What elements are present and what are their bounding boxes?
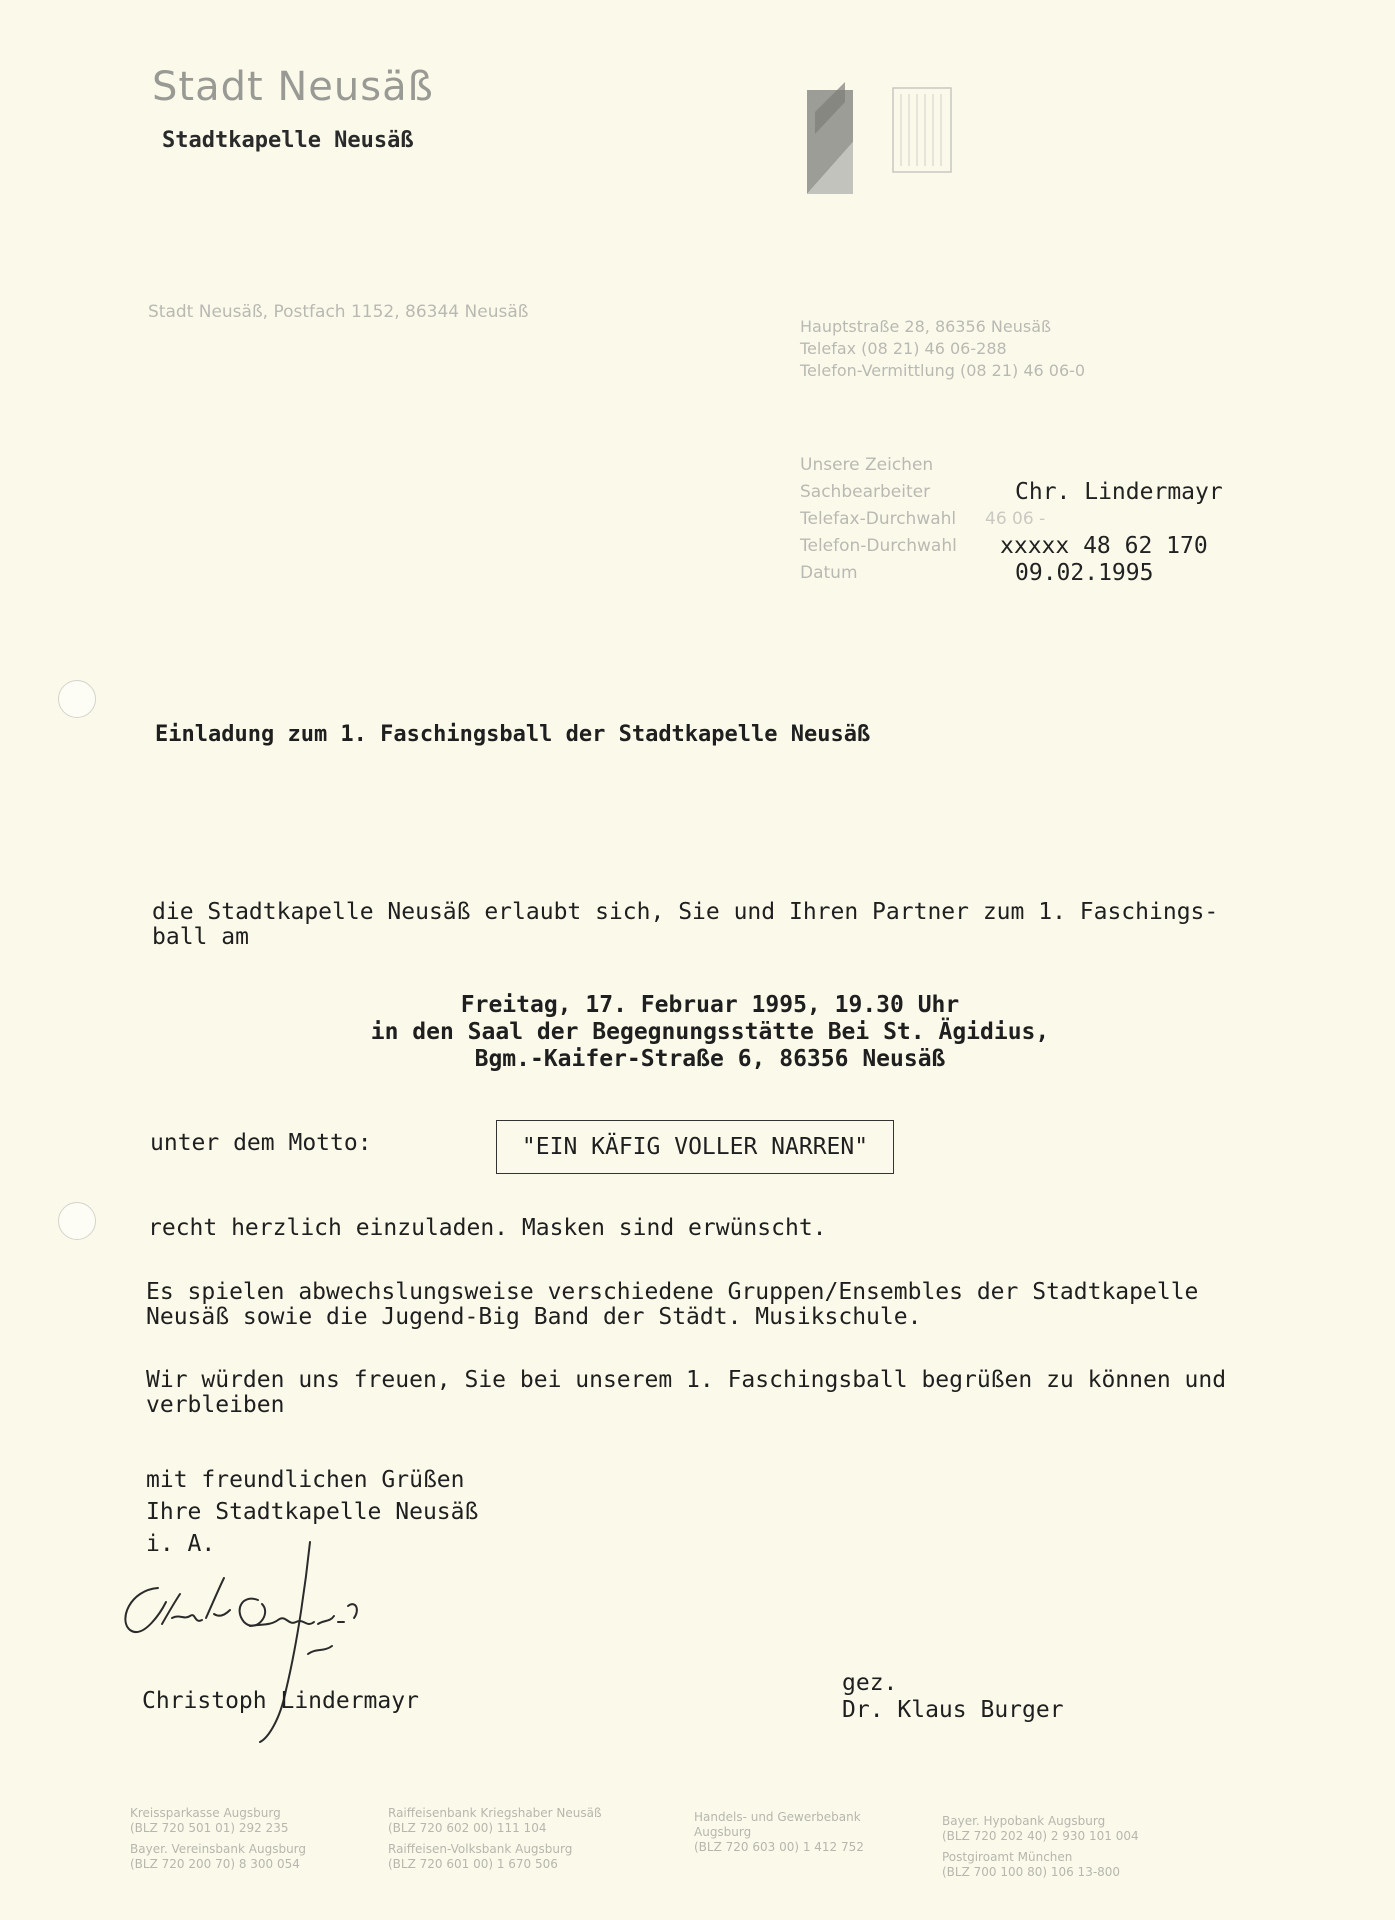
bank-account: (BLZ 720 603 00) 1 412 752: [694, 1840, 864, 1854]
event-details: [260, 992, 1160, 1073]
bank-account: (BLZ 700 100 80) 106 13-800: [942, 1865, 1121, 1879]
bank-name: Bayer. Vereinsbank Augsburg: [130, 1842, 307, 1856]
closing-greeting: mit freundlichen Grüßen: [146, 1467, 465, 1493]
bank-name: Augsburg: [694, 1825, 752, 1839]
punch-hole-top: [58, 680, 96, 718]
contact-fax: Telefax (08 21) 46 06-288: [800, 339, 1007, 358]
bank-name: Kreissparkasse Augsburg: [130, 1806, 281, 1820]
cosignatory-block: [842, 1670, 1064, 1724]
cosign-gez: gez.: [842, 1670, 898, 1696]
contact-phone: Telefon-Vermittlung (08 21) 46 06-0: [800, 361, 1086, 380]
city-logo-icon: [805, 82, 955, 197]
contact-street: Hauptstraße 28, 86356 Neusäß: [800, 317, 1052, 336]
intro-paragraph: die Stadtkapelle Neusäß erlaubt sich, Sie und Ihren Partner zum 1. Faschings-ball am: [152, 899, 1219, 950]
bank-name: Handels- und Gewerbebank: [694, 1810, 861, 1824]
band-name: Stadtkapelle Neusäß: [162, 128, 414, 153]
event-date: Freitag, 17. Februar 1995, 19.30 Uhr: [460, 992, 960, 1018]
cosign-name: Dr. Klaus Burger: [842, 1697, 1064, 1723]
punch-hole-bottom: [58, 1202, 96, 1240]
closing-paragraph: Wir würden uns freuen, Sie bei unserem 1. Faschingsball begrüßen zu können und verbleiben: [146, 1367, 1227, 1418]
bank-name: Raiffeisen-Volksbank Augsburg: [388, 1842, 573, 1856]
music-paragraph: Es spielen abwechslungsweise verschiedene Gruppen/Ensembles der Stadtkapelle Neusäß sowie die Jugend-Big Band der Städt. Musikschule.: [146, 1279, 1199, 1330]
bank-name: Postgiroamt München: [942, 1850, 1073, 1864]
handwritten-signature: [110, 1530, 440, 1770]
reference-block: [800, 452, 1240, 587]
bank-account: (BLZ 720 202 40) 2 930 101 004: [942, 1829, 1139, 1843]
signatory-name: Christoph Lindermayr: [142, 1688, 419, 1714]
ref-date: 09.02.1995: [1015, 560, 1154, 586]
ref-fax-ext: 46 06 -: [985, 509, 1046, 529]
bank-name: Bayer. Hypobank Augsburg: [942, 1814, 1106, 1828]
bank-account: (BLZ 720 601 00) 1 670 506: [388, 1857, 558, 1871]
ref-phone-ext: xxxxx 48 62 170: [1000, 533, 1208, 559]
ref-label-sachbearbeiter: Sachbearbeiter: [800, 482, 931, 502]
closing-ia: i. A.: [146, 1531, 216, 1557]
closing-org: Ihre Stadtkapelle Neusäß: [146, 1499, 479, 1525]
bank-column-1: [130, 1806, 306, 1872]
bank-column-2: [388, 1806, 602, 1872]
bank-account: (BLZ 720 200 70) 8 300 054: [130, 1857, 300, 1871]
motto-box: [496, 1120, 894, 1174]
ref-clerk: Chr. Lindermayr: [1015, 479, 1223, 505]
contact-block: [800, 316, 1085, 382]
ref-label-phone: Telefon-Durchwahl: [800, 536, 957, 556]
invite-paragraph: recht herzlich einzuladen. Masken sind erwünscht.: [148, 1215, 827, 1241]
ref-label-fax: Telefax-Durchwahl: [800, 509, 957, 529]
bank-column-4: [942, 1814, 1139, 1880]
letter-subject: Einladung zum 1. Faschingsball der Stadtkapelle Neusäß: [155, 722, 871, 747]
bank-name: Raiffeisenbank Kriegshaber Neusäß: [388, 1806, 602, 1820]
city-name: Stadt Neusäß: [152, 64, 434, 110]
motto-label: unter dem Motto:: [150, 1130, 372, 1156]
return-address: Stadt Neusäß, Postfach 1152, 86344 Neusäß: [148, 302, 529, 322]
ref-label-zeichen: Unsere Zeichen: [800, 455, 934, 475]
motto-text: "EIN KÄFIG VOLLER NARREN": [521, 1134, 869, 1160]
bank-column-3: [694, 1810, 864, 1855]
bank-account: (BLZ 720 501 01) 292 235: [130, 1821, 289, 1835]
event-address: Bgm.-Kaifer-Straße 6, 86356 Neusäß: [474, 1046, 946, 1072]
event-venue: in den Saal der Begegnungsstätte Bei St. Ägidius,: [370, 1019, 1050, 1045]
bank-account: (BLZ 720 602 00) 111 104: [388, 1821, 547, 1835]
ref-label-datum: Datum: [800, 563, 858, 583]
